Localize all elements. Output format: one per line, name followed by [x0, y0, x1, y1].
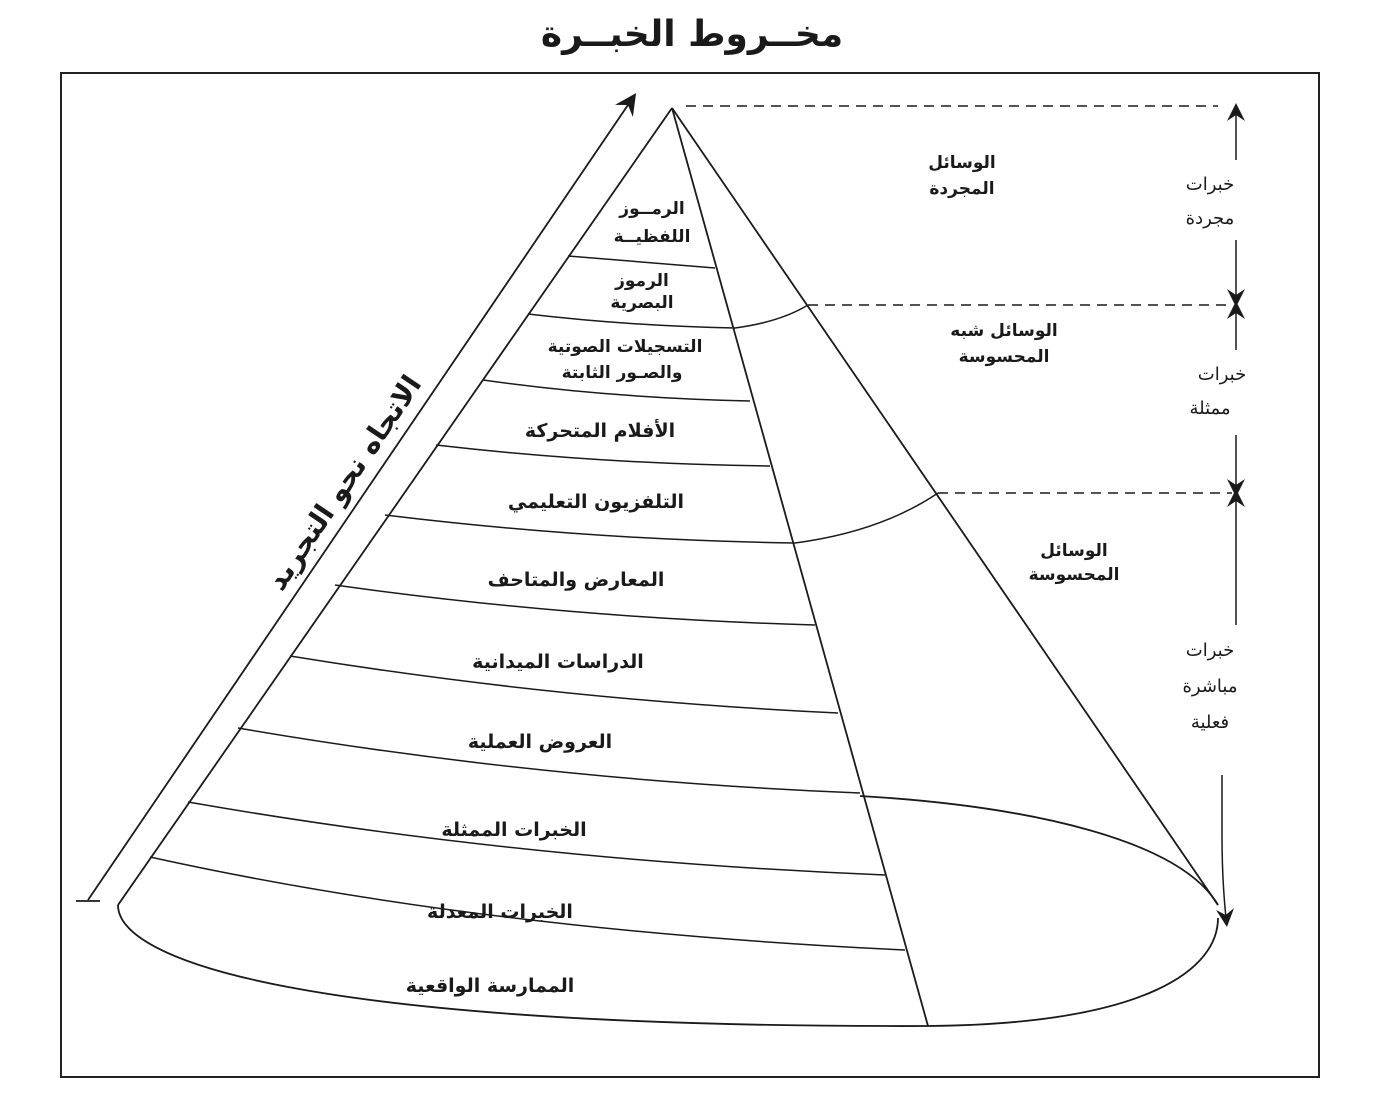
- cone-base-front: [118, 905, 1218, 1026]
- abstraction-axis-label: الاتجاه نحو التجريد: [260, 369, 429, 597]
- level-9-label: الخبرات الممثلة: [441, 819, 587, 841]
- level-10-label: الخبرات المعدلة: [427, 901, 573, 923]
- level-11-label: الممارسة الواقعية: [405, 975, 575, 997]
- exp-direct-label-c: فعلية: [1190, 712, 1230, 733]
- level-3-label-b: والصـور الثابتة: [561, 363, 683, 383]
- exp-abstract-label-b: مجردة: [1185, 208, 1235, 229]
- cone-right-edge: [672, 108, 1218, 905]
- exp-direct-label-a: خبرات: [1185, 640, 1235, 661]
- level-5-label: التلفزيون التعليمي: [507, 491, 685, 513]
- media-semi-concrete-label-b: المحسوسة: [958, 347, 1050, 367]
- level-2-label-b: البصرية: [610, 293, 674, 313]
- band-line-3: [483, 380, 750, 401]
- media-semi-concrete-label-a: الوسائل شبه: [950, 321, 1058, 341]
- exp-represented-label-b: ممثلة: [1189, 398, 1231, 419]
- level-1-label-a: الرمــوز: [619, 199, 685, 219]
- media-abstract-label-b: المجردة: [929, 179, 995, 199]
- level-bands: [150, 256, 938, 950]
- exp-direct-label-b: مباشرة: [1182, 676, 1238, 697]
- level-2-label-a: الرموز: [615, 271, 669, 291]
- level-7-label: الدراسات الميدانية: [472, 651, 644, 673]
- exp-represented-label-a: خبرات: [1197, 364, 1247, 385]
- diagram-title: مخــروط الخبــرة: [540, 14, 844, 55]
- band-line-4: [436, 445, 770, 466]
- media-abstract-label-a: الوسائل: [928, 153, 996, 173]
- experience-arrows: [1222, 112, 1236, 918]
- band-line-1: [568, 256, 715, 268]
- arrow-direct-down: [1222, 775, 1226, 918]
- media-concrete-label-b: المحسوسة: [1028, 565, 1120, 585]
- band-line-6: [335, 585, 815, 625]
- cone-levels: [406, 199, 703, 997]
- media-concrete-label-a: الوسائل: [1040, 541, 1108, 561]
- cone-base-back: [860, 796, 1218, 905]
- media-groups: [928, 153, 1119, 585]
- exp-abstract-label-a: خبرات: [1185, 174, 1235, 195]
- level-6-label: المعارض والمتاحف: [487, 569, 665, 591]
- level-8-label: العروض العملية: [467, 731, 613, 753]
- level-3-label-a: التسجيلات الصوتية: [547, 337, 703, 357]
- cone-front-ridge: [672, 108, 928, 1026]
- level-1-label-b: اللفظيــة: [613, 227, 691, 247]
- level-4-label: الأفلام المتحركة: [524, 420, 676, 442]
